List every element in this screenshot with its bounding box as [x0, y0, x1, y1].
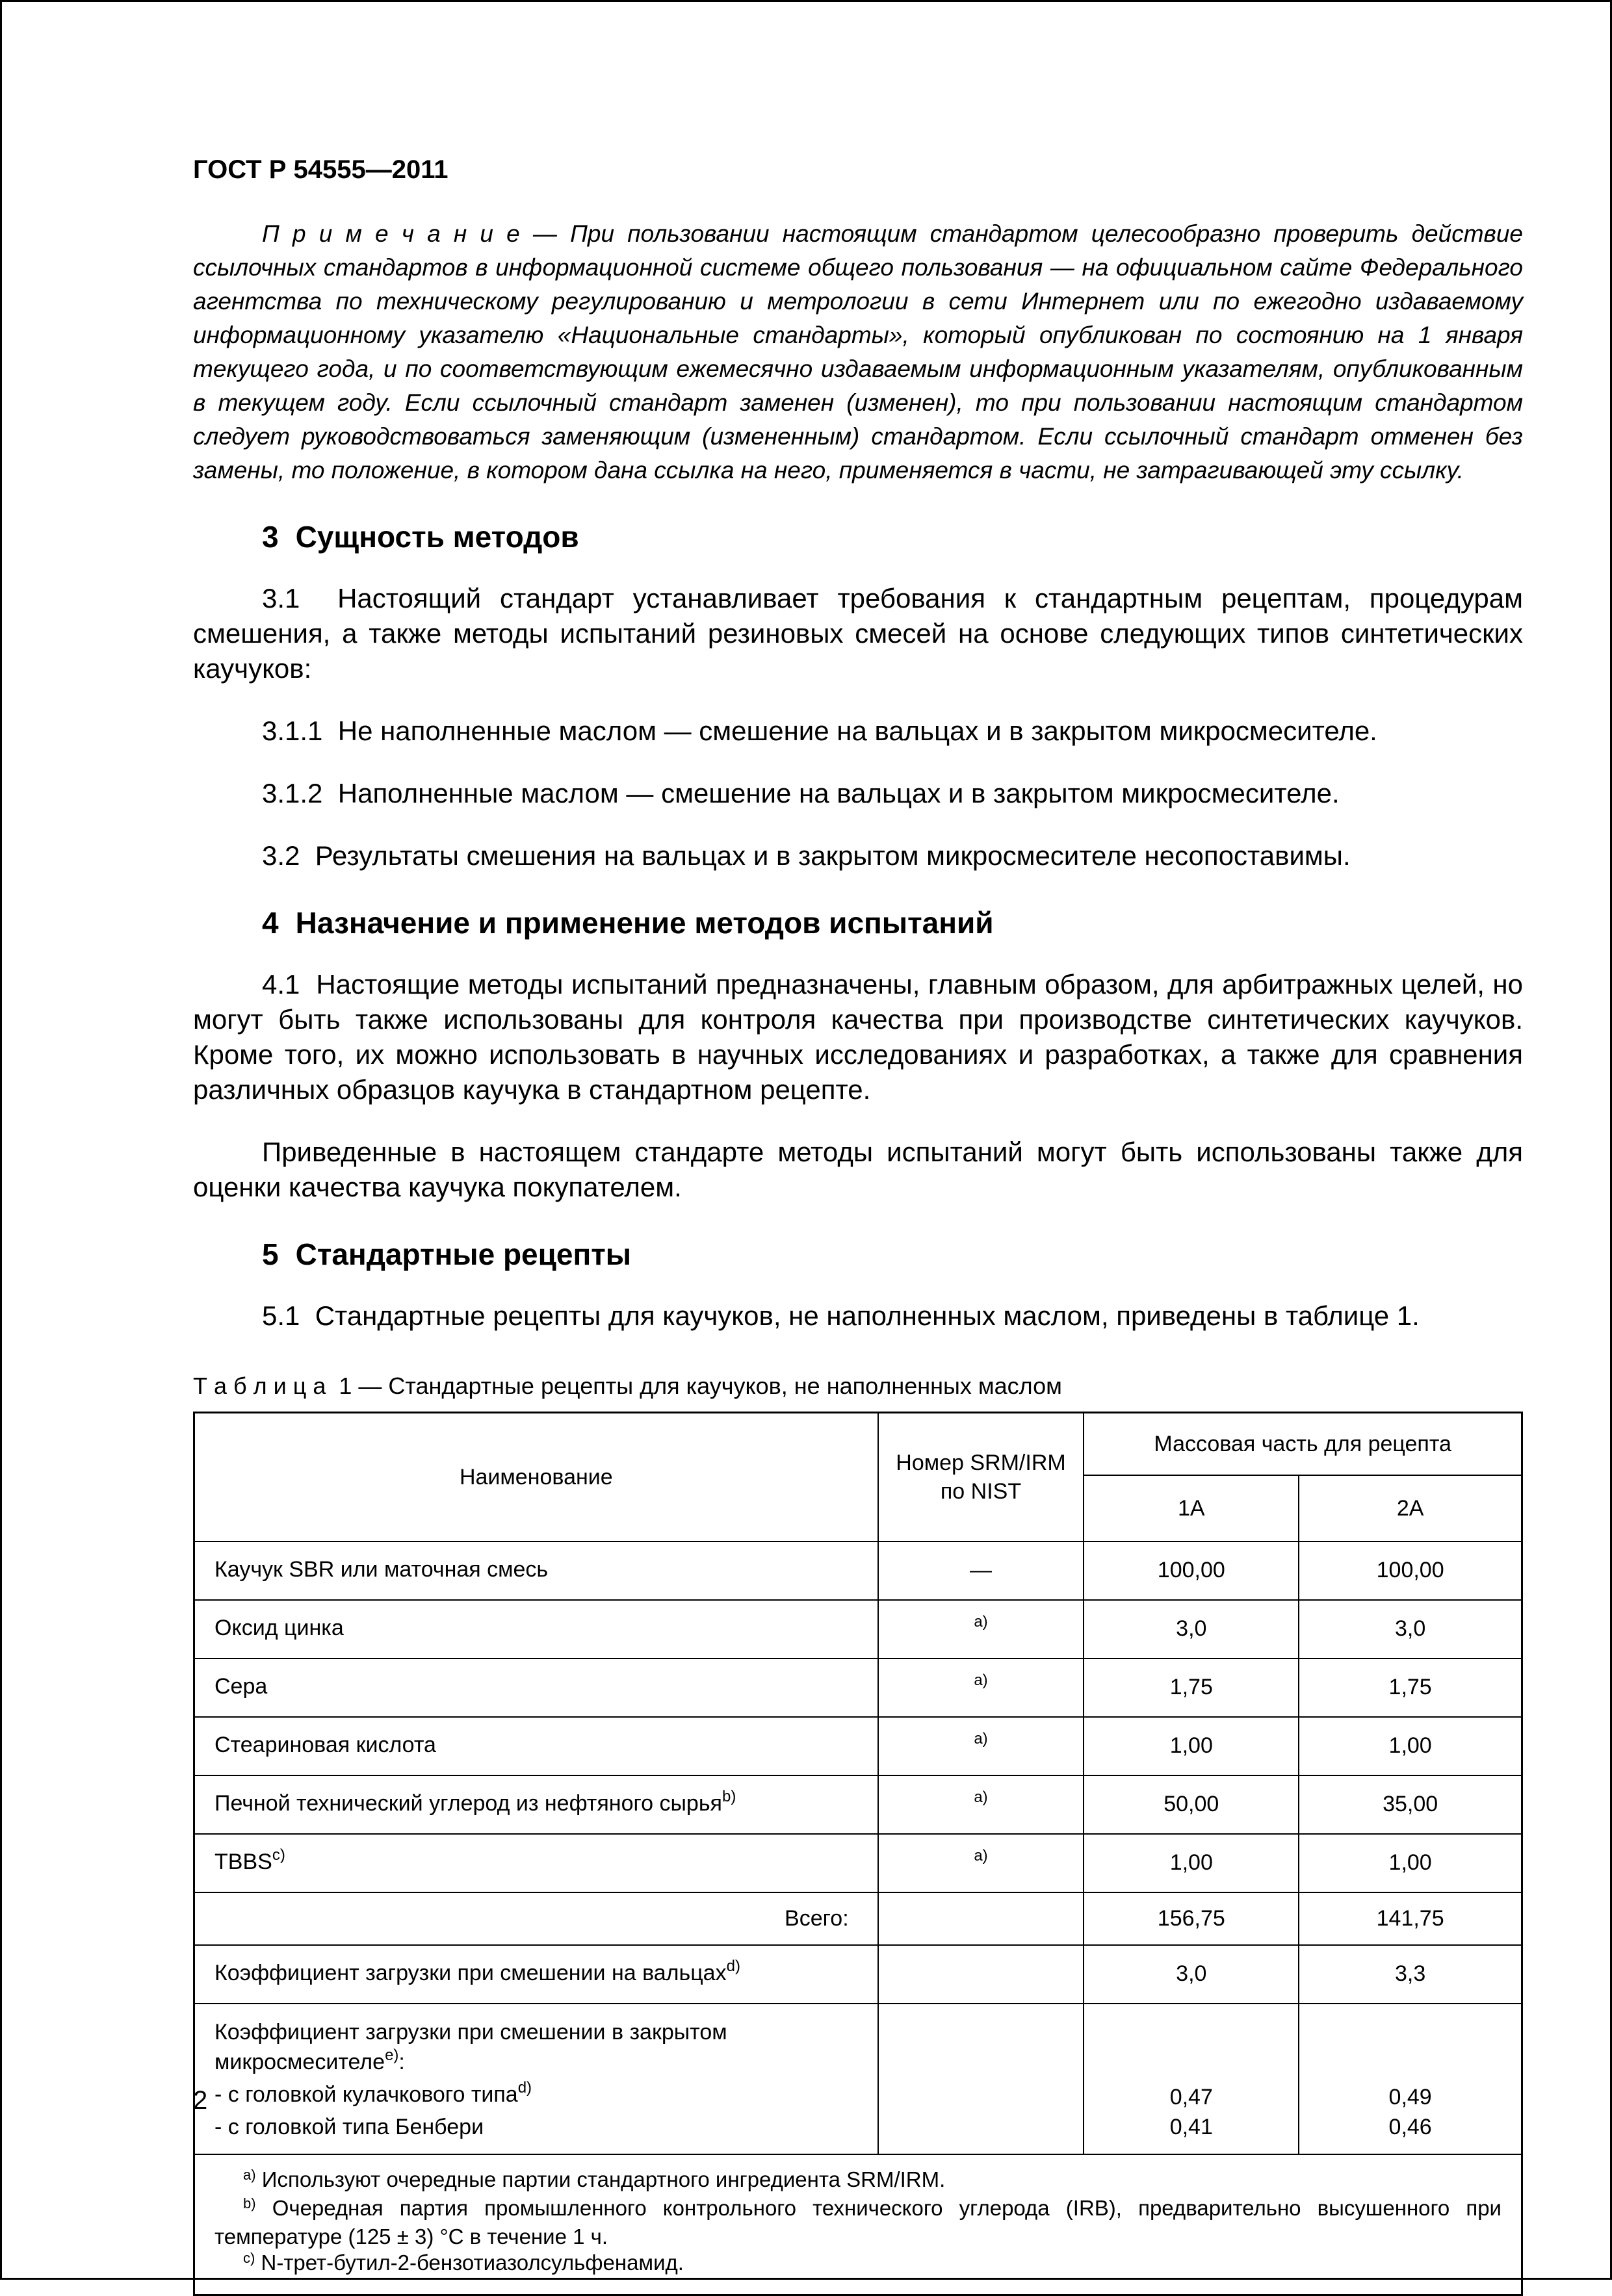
sub-item-cam-head: [214, 2080, 862, 2112]
cell-value-1a: 50,00: [1084, 1775, 1299, 1834]
note-paragraph: П р и м е ч а н и е — При пользовании настоящим стандартом целесообразно проверить действие ссылочных стандартов в информационной системе общего пользования — на официальном сайте Федерального агентства по техническому регулированию и метрологии в сети Интернет или по ежегодно издаваемому информационному указателю «Национальные стандарты», который опубликован по состоянию на 1 января текущего года, и по соответствующим ежемесячно издаваемым информационным указателям, опубликованным в текущем году. Если ссылочный стандарт заменен (изменен), то при пользовании настоящим стандартом следует руководствоваться заменяющим (измененным) стандартом. Если ссылочный стандарт отменен без замены, то положение, в котором дана ссылка на него, применяется в части, не затрагивающей эту ссылку.: [193, 220, 1523, 484]
section-5-title: Стандартные рецепты: [295, 1237, 632, 1271]
cell-srm-empty: [878, 2004, 1084, 2154]
footnote-c-marker: c): [243, 2249, 255, 2266]
value-banbury-2a: 0,46: [1388, 2114, 1432, 2139]
cell-value-2a: 3,3: [1299, 1945, 1522, 2004]
paragraph-3-1-1: 3.1.1 Не наполненные маслом — смешение на вальцах и в закрытом микросмесителе.: [262, 716, 1377, 746]
table-row-tbbs: [194, 1834, 1522, 1892]
cell-value-2a: 1,00: [1299, 1717, 1522, 1775]
cell-name: [194, 2004, 878, 2154]
footnote-b: [214, 2195, 1502, 2250]
cell-name: [194, 1658, 878, 1717]
section-5-heading: [262, 1237, 1523, 1271]
cell-total-label: Всего:: [194, 1892, 878, 1945]
section-3-heading: [262, 520, 1523, 554]
section-3-number: 3: [262, 520, 279, 554]
cell-name: [194, 1834, 878, 1892]
table-footnotes-cell: [194, 2154, 1522, 2295]
cell-srm-empty: [878, 1892, 1084, 1945]
document-code-header: ГОСТ Р 54555—2011: [193, 155, 448, 184]
cell-value-1a: [1084, 2004, 1299, 2154]
row-footnote-ref: d): [726, 1957, 740, 1975]
cell-value-2a: 3,0: [1299, 1600, 1522, 1658]
cell-total-1a: 156,75: [1084, 1892, 1299, 1945]
cell-value-1a: 100,00: [1084, 1541, 1299, 1600]
footnote-b-text: Очередная партия промышленного контрольного технического углерода (IRB), предварительно высушенного при температуре (125 ± 3) °С в течение 1 ч.: [214, 2195, 1502, 2249]
footnote-c: [214, 2250, 1502, 2278]
section-5-number: 5: [262, 1237, 279, 1271]
cell-value-2a: [1299, 2004, 1522, 2154]
srm-footnote-ref: a): [974, 1613, 988, 1631]
section-4-title: Назначение и применение методов испытаний: [295, 906, 994, 940]
srm-footnote-ref: a): [974, 1788, 988, 1806]
table-header-row-top: [194, 1413, 1522, 1475]
table-row-carbon-black: [194, 1775, 1522, 1834]
table-row-mill-load-factor: [194, 1945, 1522, 2004]
footnote-a-text: Используют очередные партии стандартного ингредиента SRM/IRM.: [261, 2167, 946, 2191]
srm-footnote-ref: a): [974, 1847, 988, 1864]
table-row-sulfur: [194, 1658, 1522, 1717]
column-header-2a: 2А: [1299, 1475, 1522, 1541]
section-4-heading: [262, 906, 1523, 940]
table-1: [193, 1412, 1523, 2296]
paragraph-5-1: 5.1 Стандартные рецепты для каучуков, не наполненных маслом, приведены в таблице 1.: [262, 1300, 1420, 1331]
cell-srm: [878, 1834, 1084, 1892]
cell-value-1a: 1,00: [1084, 1834, 1299, 1892]
column-header-mass: Массовая часть для рецепта: [1084, 1413, 1522, 1475]
cell-srm: [878, 1541, 1084, 1600]
table-row-stearic-acid: [194, 1717, 1522, 1775]
cell-value-2a: 1,00: [1299, 1834, 1522, 1892]
cell-value-1a: 1,00: [1084, 1717, 1299, 1775]
value-cam-1a: 0,47: [1169, 2084, 1213, 2109]
table-row-total: [194, 1892, 1522, 1945]
srm-footnote-ref: a): [974, 1730, 988, 1748]
table-1-header: [194, 1413, 1522, 1541]
cell-name: [194, 1541, 878, 1600]
footnote-a: [214, 2167, 1502, 2195]
section-3-title: Сущность методов: [295, 520, 579, 554]
table-footnotes-row: [194, 2154, 1522, 2295]
table-row-mixer-load-factor: [194, 2004, 1522, 2154]
table-row-zinc-oxide: [194, 1600, 1522, 1658]
value-banbury-1a: 0,41: [1169, 2114, 1213, 2139]
cell-name: [194, 1600, 878, 1658]
footnote-c-text: N-трет-бутил-2-бензотиазолсульфенамид.: [261, 2250, 684, 2275]
cell-value-1a: 3,0: [1084, 1600, 1299, 1658]
row-label-text: Коэффициент загрузки при смешении в закрытом микросмесителе: [214, 2019, 727, 2074]
cell-value-2a: 35,00: [1299, 1775, 1522, 1834]
cell-srm: [878, 1658, 1084, 1717]
cell-srm: [878, 1600, 1084, 1658]
column-header-1a: 1А: [1084, 1475, 1299, 1541]
paragraph-3-1-2: 3.1.2 Наполненные маслом — смешение на вальцах и в закрытом микросмесителе.: [262, 778, 1340, 808]
table-1-caption: Т а б л и ц а 1 — Стандартные рецепты для каучуков, не наполненных маслом: [193, 1373, 1062, 1399]
paragraph-4-2: Приведенные в настоящем стандарте методы испытаний могут быть использованы также для оценки качества каучука покупателем.: [193, 1137, 1523, 1202]
cell-value-1a: 3,0: [1084, 1945, 1299, 2004]
cell-srm: [878, 1717, 1084, 1775]
ingredient-footnote-ref: c): [272, 1846, 285, 1864]
srm-footnote-ref: a): [974, 1671, 988, 1689]
paragraph-3-1: 3.1 Настоящий стандарт устанавливает требования к стандартным рецептам, процедурам смешения, а также методы испытаний резиновых смесей на основе следующих типов синтетических каучуков:: [193, 583, 1523, 684]
ingredient-footnote-ref: b): [722, 1787, 736, 1805]
section-4-number: 4: [262, 906, 279, 940]
srm-value: —: [969, 1558, 992, 1582]
cell-value-2a: 100,00: [1299, 1541, 1522, 1600]
page-number: 2: [193, 2086, 208, 2115]
value-cam-2a: 0,49: [1388, 2084, 1432, 2109]
cell-name: [194, 1775, 878, 1834]
paragraph-3-2: 3.2 Результаты смешения на вальцах и в закрытом микросмесителе несопоставимы.: [262, 840, 1351, 871]
ingredient-name: TBBS: [214, 1849, 272, 1874]
cell-value-2a: 1,75: [1299, 1658, 1522, 1717]
cell-srm-empty: [878, 1945, 1084, 2004]
sub-item-text: - с головкой кулачкового типа: [214, 2082, 518, 2107]
ingredient-name: Сера: [214, 1673, 268, 1699]
cell-name: [194, 1945, 878, 2004]
footnote-b-marker: b): [243, 2195, 256, 2212]
ingredient-name: Каучук SBR или маточная смесь: [214, 1556, 549, 1582]
table-row-sbr: [194, 1541, 1522, 1600]
cell-total-2a: 141,75: [1299, 1892, 1522, 1945]
row-label-colon: :: [398, 2049, 405, 2074]
ingredient-name: Стеариновая кислота: [214, 1732, 436, 1757]
paragraph-4-1: 4.1 Настоящие методы испытаний предназначены, главным образом, для арбитражных целей, но могут быть также использованы для контроля качества при производстве синтетических каучуков. Кроме того, их можно использовать в научных исследованиях и разработках, а также для сравнения различных образцов каучука в стандартном рецепте.: [193, 969, 1523, 1105]
column-header-srm: Номер SRM/IRM по NIST: [878, 1413, 1084, 1541]
cell-name: [194, 1717, 878, 1775]
row-label: [214, 2017, 862, 2080]
row-footnote-ref: e): [385, 2046, 399, 2064]
cell-srm: [878, 1775, 1084, 1834]
column-header-name: Наименование: [194, 1413, 878, 1541]
footnote-a-marker: a): [243, 2166, 256, 2183]
sub-item-footnote-ref: d): [517, 2078, 532, 2096]
row-label: Коэффициент загрузки при смешении на вальцах: [214, 1960, 727, 1985]
ingredient-name: Оксид цинка: [214, 1615, 344, 1640]
cell-value-1a: 1,75: [1084, 1658, 1299, 1717]
ingredient-name: Печной технический углерод из нефтяного сырья: [214, 1790, 722, 1816]
sub-item-banbury-head: - с головкой типа Бенбери: [214, 2114, 484, 2139]
